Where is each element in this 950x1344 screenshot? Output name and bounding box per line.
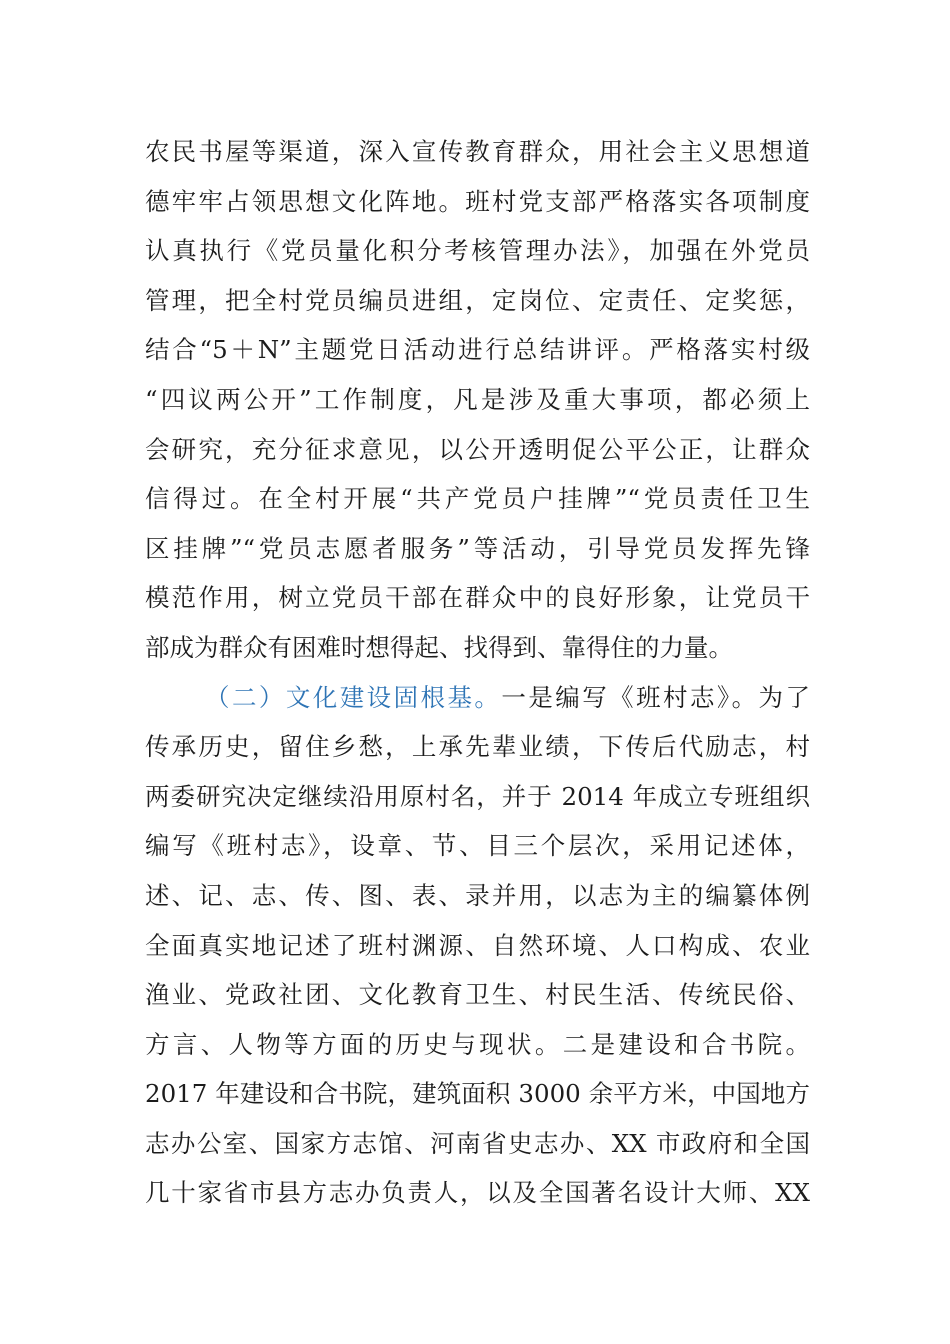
text-line: 志办公室、国家方志馆、河南省史志办、XX 市政府和全国	[145, 1128, 810, 1158]
paragraph-party-building	[145, 127, 810, 673]
text-line: 区挂牌”“党员志愿者服务”等活动，引导党员发挥先锋	[145, 533, 810, 563]
paragraph-culture-building	[145, 673, 810, 1219]
text-line: 传承历史，留住乡愁，上承先辈业绩，下传后代励志，村	[145, 732, 810, 762]
text-line: 信得过。在全村开展“共产党员户挂牌”“党员责任卫生	[145, 484, 810, 514]
text-line: 农民书屋等渠道，深入宣传教育群众，用社会主义思想道	[145, 137, 810, 166]
text-line: 2017 年建设和合书院，建筑面积 3000 余平方米，中国地方	[145, 1079, 810, 1109]
paragraph-first-line	[145, 673, 810, 723]
text-run: 一是编写《班村志》。为了	[501, 682, 810, 712]
text-line: 几十家省市县方志办负责人，以及全国著名设计大师、XX	[145, 1178, 810, 1208]
text-line: 会研究，充分征求意见，以公开透明促公平公正，让群众	[145, 434, 810, 464]
text-line: 部成为群众有困难时想得起、找得到、靠得住的力量。	[145, 632, 733, 662]
text-line: 结合“5＋N”主题党日活动进行总结讲评。严格落实村级	[145, 335, 810, 365]
document-body	[145, 127, 810, 1218]
text-line: 模范作用，树立党员干部在群众中的良好形象，让党员干	[145, 583, 810, 613]
text-line: 德牢牢占领思想文化阵地。班村党支部严格落实各项制度	[145, 186, 810, 216]
text-line: 全面真实地记述了班村渊源、自然环境、人口构成、农业	[145, 930, 810, 960]
text-line: 渔业、党政社团、文化教育卫生、村民生活、传统民俗、	[145, 980, 810, 1010]
text-line: 两委研究决定继续沿用原村名，并于 2014 年成立专班组织	[145, 781, 810, 811]
text-line: 方言、人物等方面的历史与现状。二是建设和合书院。	[145, 1029, 810, 1059]
text-line: “四议两公开”工作制度，凡是涉及重大事项，都必须上	[145, 384, 810, 414]
text-line: 认真执行《党员量化积分考核管理办法》，加强在外党员	[145, 236, 810, 266]
text-line: 管理，把全村党员编员进组，定岗位、定责任、定奖惩，	[145, 285, 810, 315]
text-line: 编写《班村志》，设章、节、目三个层次，采用记述体，	[145, 831, 810, 861]
text-line: 述、记、志、传、图、表、录并用，以志为主的编纂体例	[145, 880, 810, 910]
section-heading: （二）文化建设固根基。	[205, 682, 502, 712]
